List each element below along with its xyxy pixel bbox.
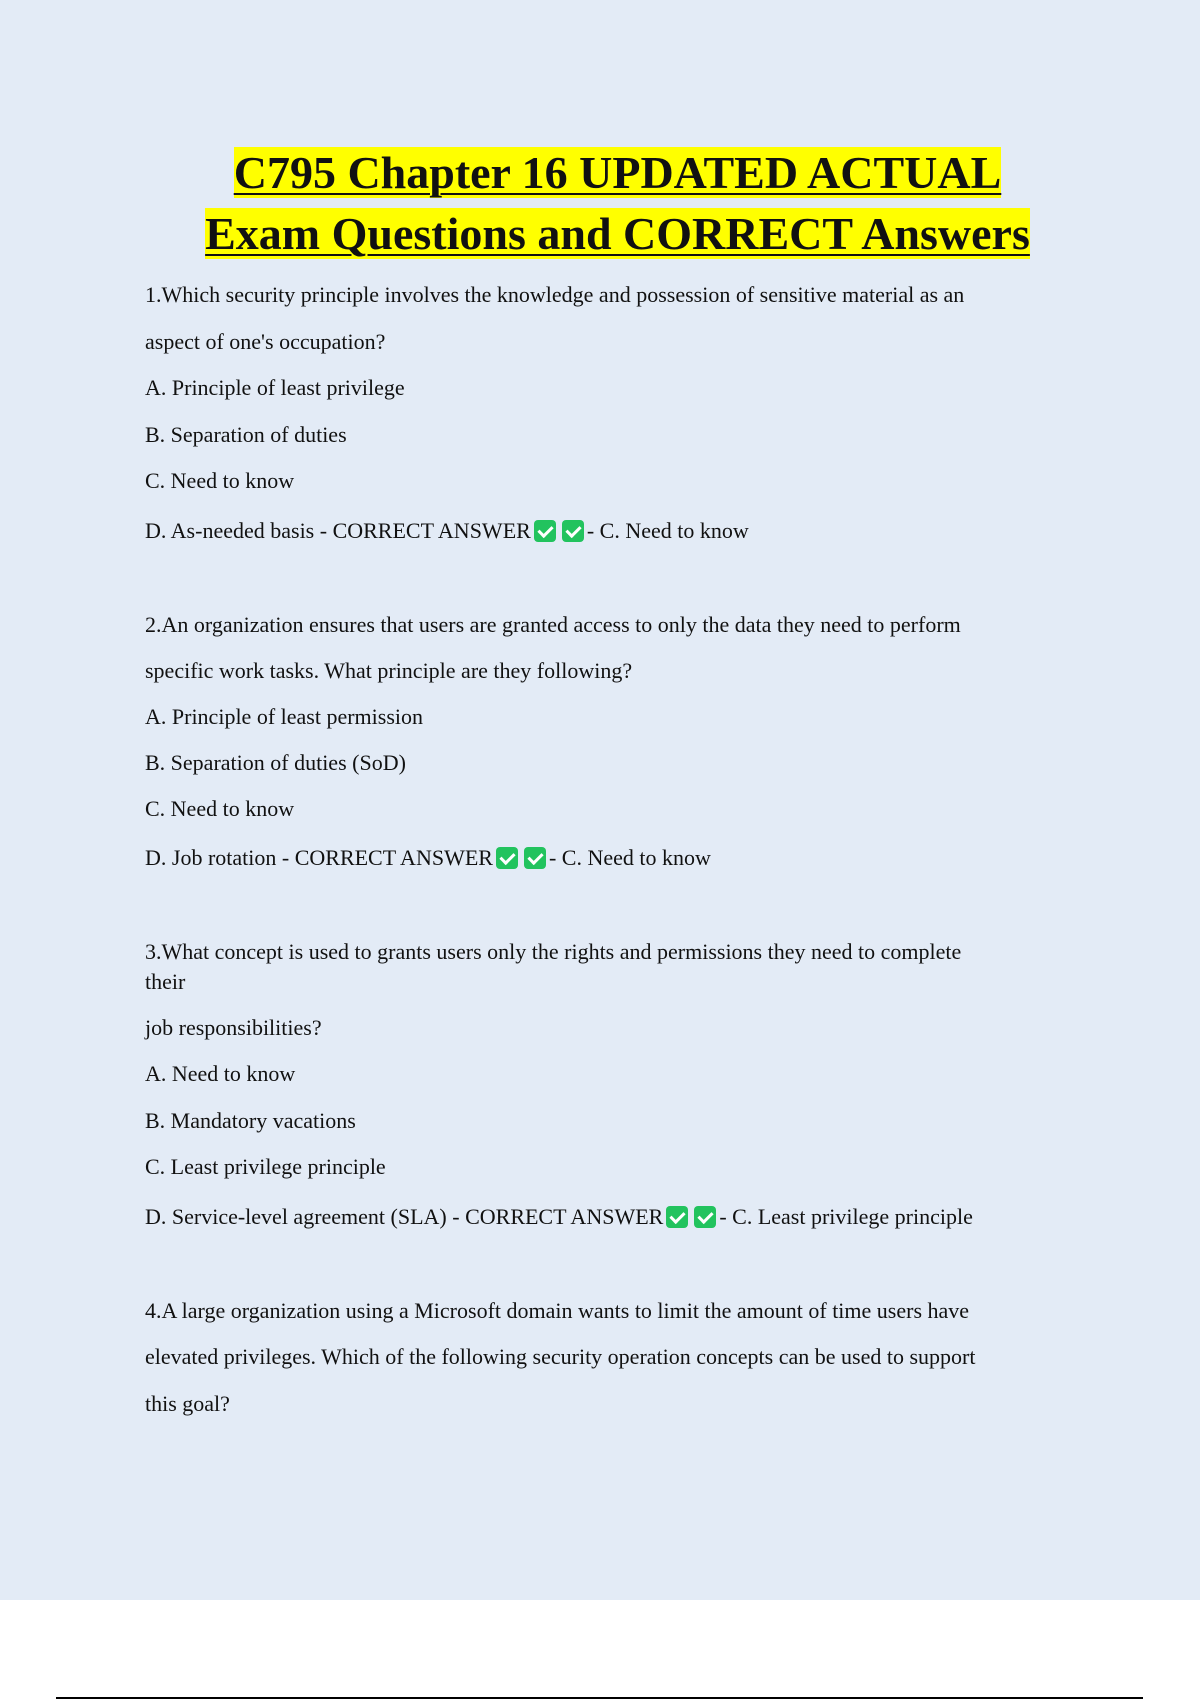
- question-3-answer: - C. Least privilege principle: [719, 1204, 973, 1229]
- question-3-option-a: A. Need to know: [145, 1061, 296, 1086]
- question-3-text-cont: job responsibilities?: [145, 1015, 322, 1040]
- question-3-text: 3.What concept is used to grants users only the rights and permissions they need to complete: [145, 939, 962, 964]
- title-line-1: C795 Chapter 16 UPDATED ACTUAL: [233, 147, 1002, 198]
- question-3-option-d-text: D. Service-level agreement (SLA) - CORRECT ANSWER: [145, 1204, 664, 1229]
- question-2-option-b: B. Separation of duties (SoD): [145, 750, 406, 775]
- check-icon: [562, 520, 584, 542]
- question-3-option-d: [145, 1204, 973, 1230]
- question-3-option-b: B. Mandatory vacations: [145, 1108, 356, 1133]
- question-1-option-b: B. Separation of duties: [145, 422, 347, 447]
- question-1-option-d-text: D. As-needed basis - CORRECT ANSWER: [145, 518, 531, 543]
- check-icon: [534, 520, 556, 542]
- title-line-2: Exam Questions and CORRECT Answers: [205, 208, 1030, 259]
- question-2-text: 2.An organization ensures that users are granted access to only the data they need to perform: [145, 612, 961, 637]
- question-1-text: 1.Which security principle involves the knowledge and possession of sensitive material as an: [145, 282, 965, 307]
- question-4-text-end: this goal?: [145, 1391, 230, 1416]
- question-1-option-a: A. Principle of least privilege: [145, 375, 405, 400]
- question-2-option-c: C. Need to know: [145, 796, 295, 821]
- question-1-option-c: C. Need to know: [145, 468, 295, 493]
- question-4-text: 4.A large organization using a Microsoft domain wants to limit the amount of time users have: [145, 1298, 970, 1323]
- question-1-text-cont: aspect of one's occupation?: [145, 329, 386, 354]
- question-2-option-d: [145, 845, 711, 871]
- footer-rule: [56, 1697, 1143, 1699]
- question-2-text-cont: specific work tasks. What principle are they following?: [145, 658, 633, 683]
- question-2-option-a: A. Principle of least permission: [145, 704, 424, 729]
- question-3-text-wrap: their: [145, 969, 186, 994]
- question-4-text-cont: elevated privileges. Which of the following security operation concepts can be used to support: [145, 1344, 976, 1369]
- question-2-option-d-text: D. Job rotation - CORRECT ANSWER: [145, 845, 493, 870]
- check-icon: [496, 847, 518, 869]
- question-1-answer: - C. Need to know: [586, 518, 749, 543]
- document-title: [0, 142, 1200, 264]
- check-icon: [524, 847, 546, 869]
- question-3-option-c: C. Least privilege principle: [145, 1154, 386, 1179]
- check-icon: [666, 1206, 688, 1228]
- question-1-option-d: [145, 518, 749, 544]
- question-2-answer: - C. Need to know: [548, 845, 711, 870]
- check-icon: [694, 1206, 716, 1228]
